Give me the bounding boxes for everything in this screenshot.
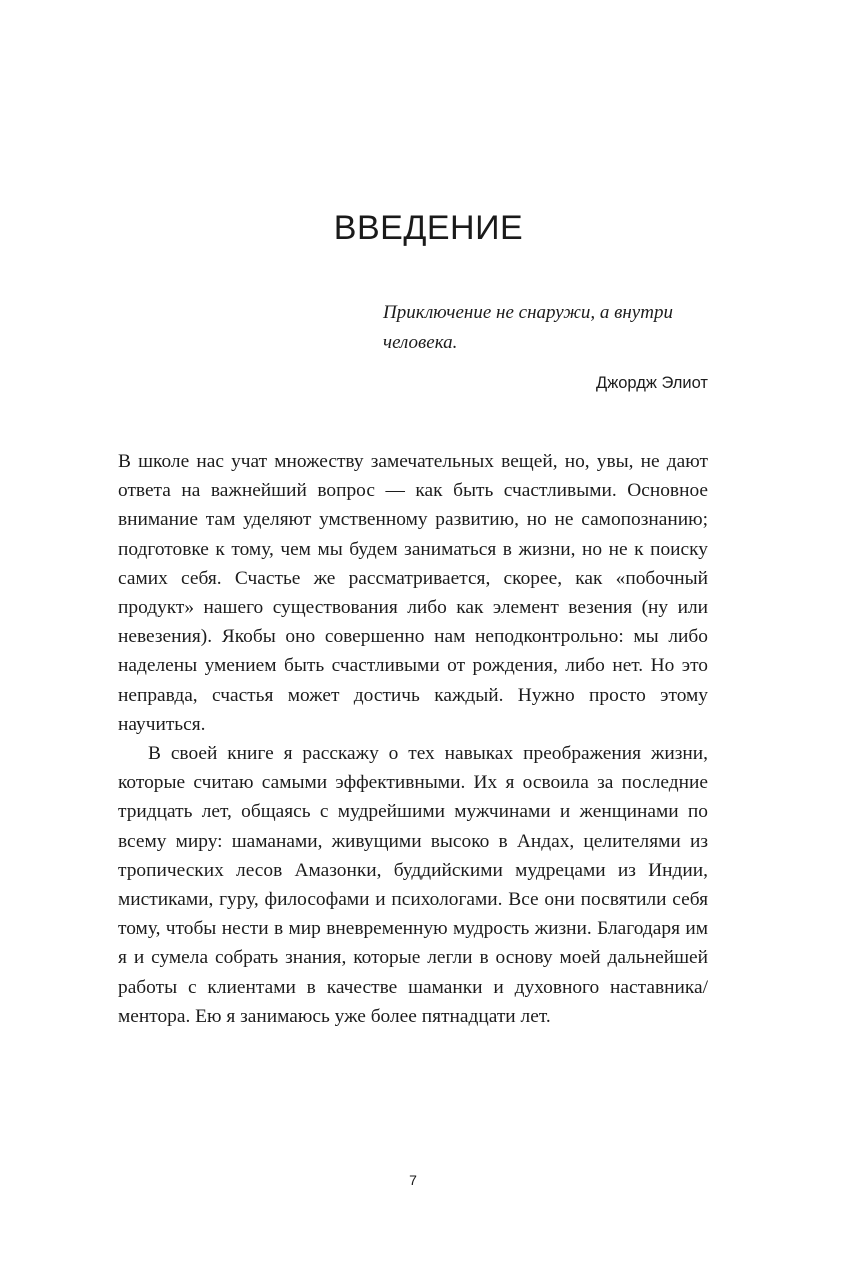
paragraph-1: В школе нас учат множеству замечательных вещей, но, увы, не дают ответа на важнейший вопрос — как быть счастливыми. Основное внимание там уделяют умственному развитию, но не самопознанию; подготовке к тому, чем мы будем заниматься в жизни, но не к поиску самих себя. Счастье же рассматривается, скорее, как «побочный продукт» нашего существования либо как элемент везения (ну или невезения). Якобы оно совершенно нам неподконтрольно: мы либо наделены умением быть счастливыми от рождения, либо нет. Но это неправда, счастья может достичь каждый. Нужно просто этому научиться.: [118, 451, 708, 735]
page-number: 7: [409, 1172, 417, 1188]
body-text: [118, 447, 708, 1031]
epigraph-quote: Приключение не снаружи, а внутри человека.: [383, 302, 673, 353]
epigraph-author: Джордж Элиот: [596, 374, 708, 392]
chapter-title: ВВЕДЕНИЕ: [333, 209, 524, 247]
paragraph-2: В своей книге я расскажу о тех навыках преображения жизни, которые считаю самыми эффективными. Их я освоила за последние тридцать лет, общаясь с мудрейшими мужчинами и женщинами по всему миру: шаманами, живущими высоко в Андах, целителями из тропических лесов Амазонки, буддийскими мудрецами из Индии, мистиками, гуру, философами и психологами. Все они посвятили себя тому, чтобы нести в мир вневременную мудрость жизни. Благодаря им я и сумела собрать знания, которые легли в основу моей дальнейшей работы с клиентами в качестве шаманки и духовного наставника/ментора. Ею я занимаюсь уже более пятнадцати лет.: [118, 743, 708, 1027]
